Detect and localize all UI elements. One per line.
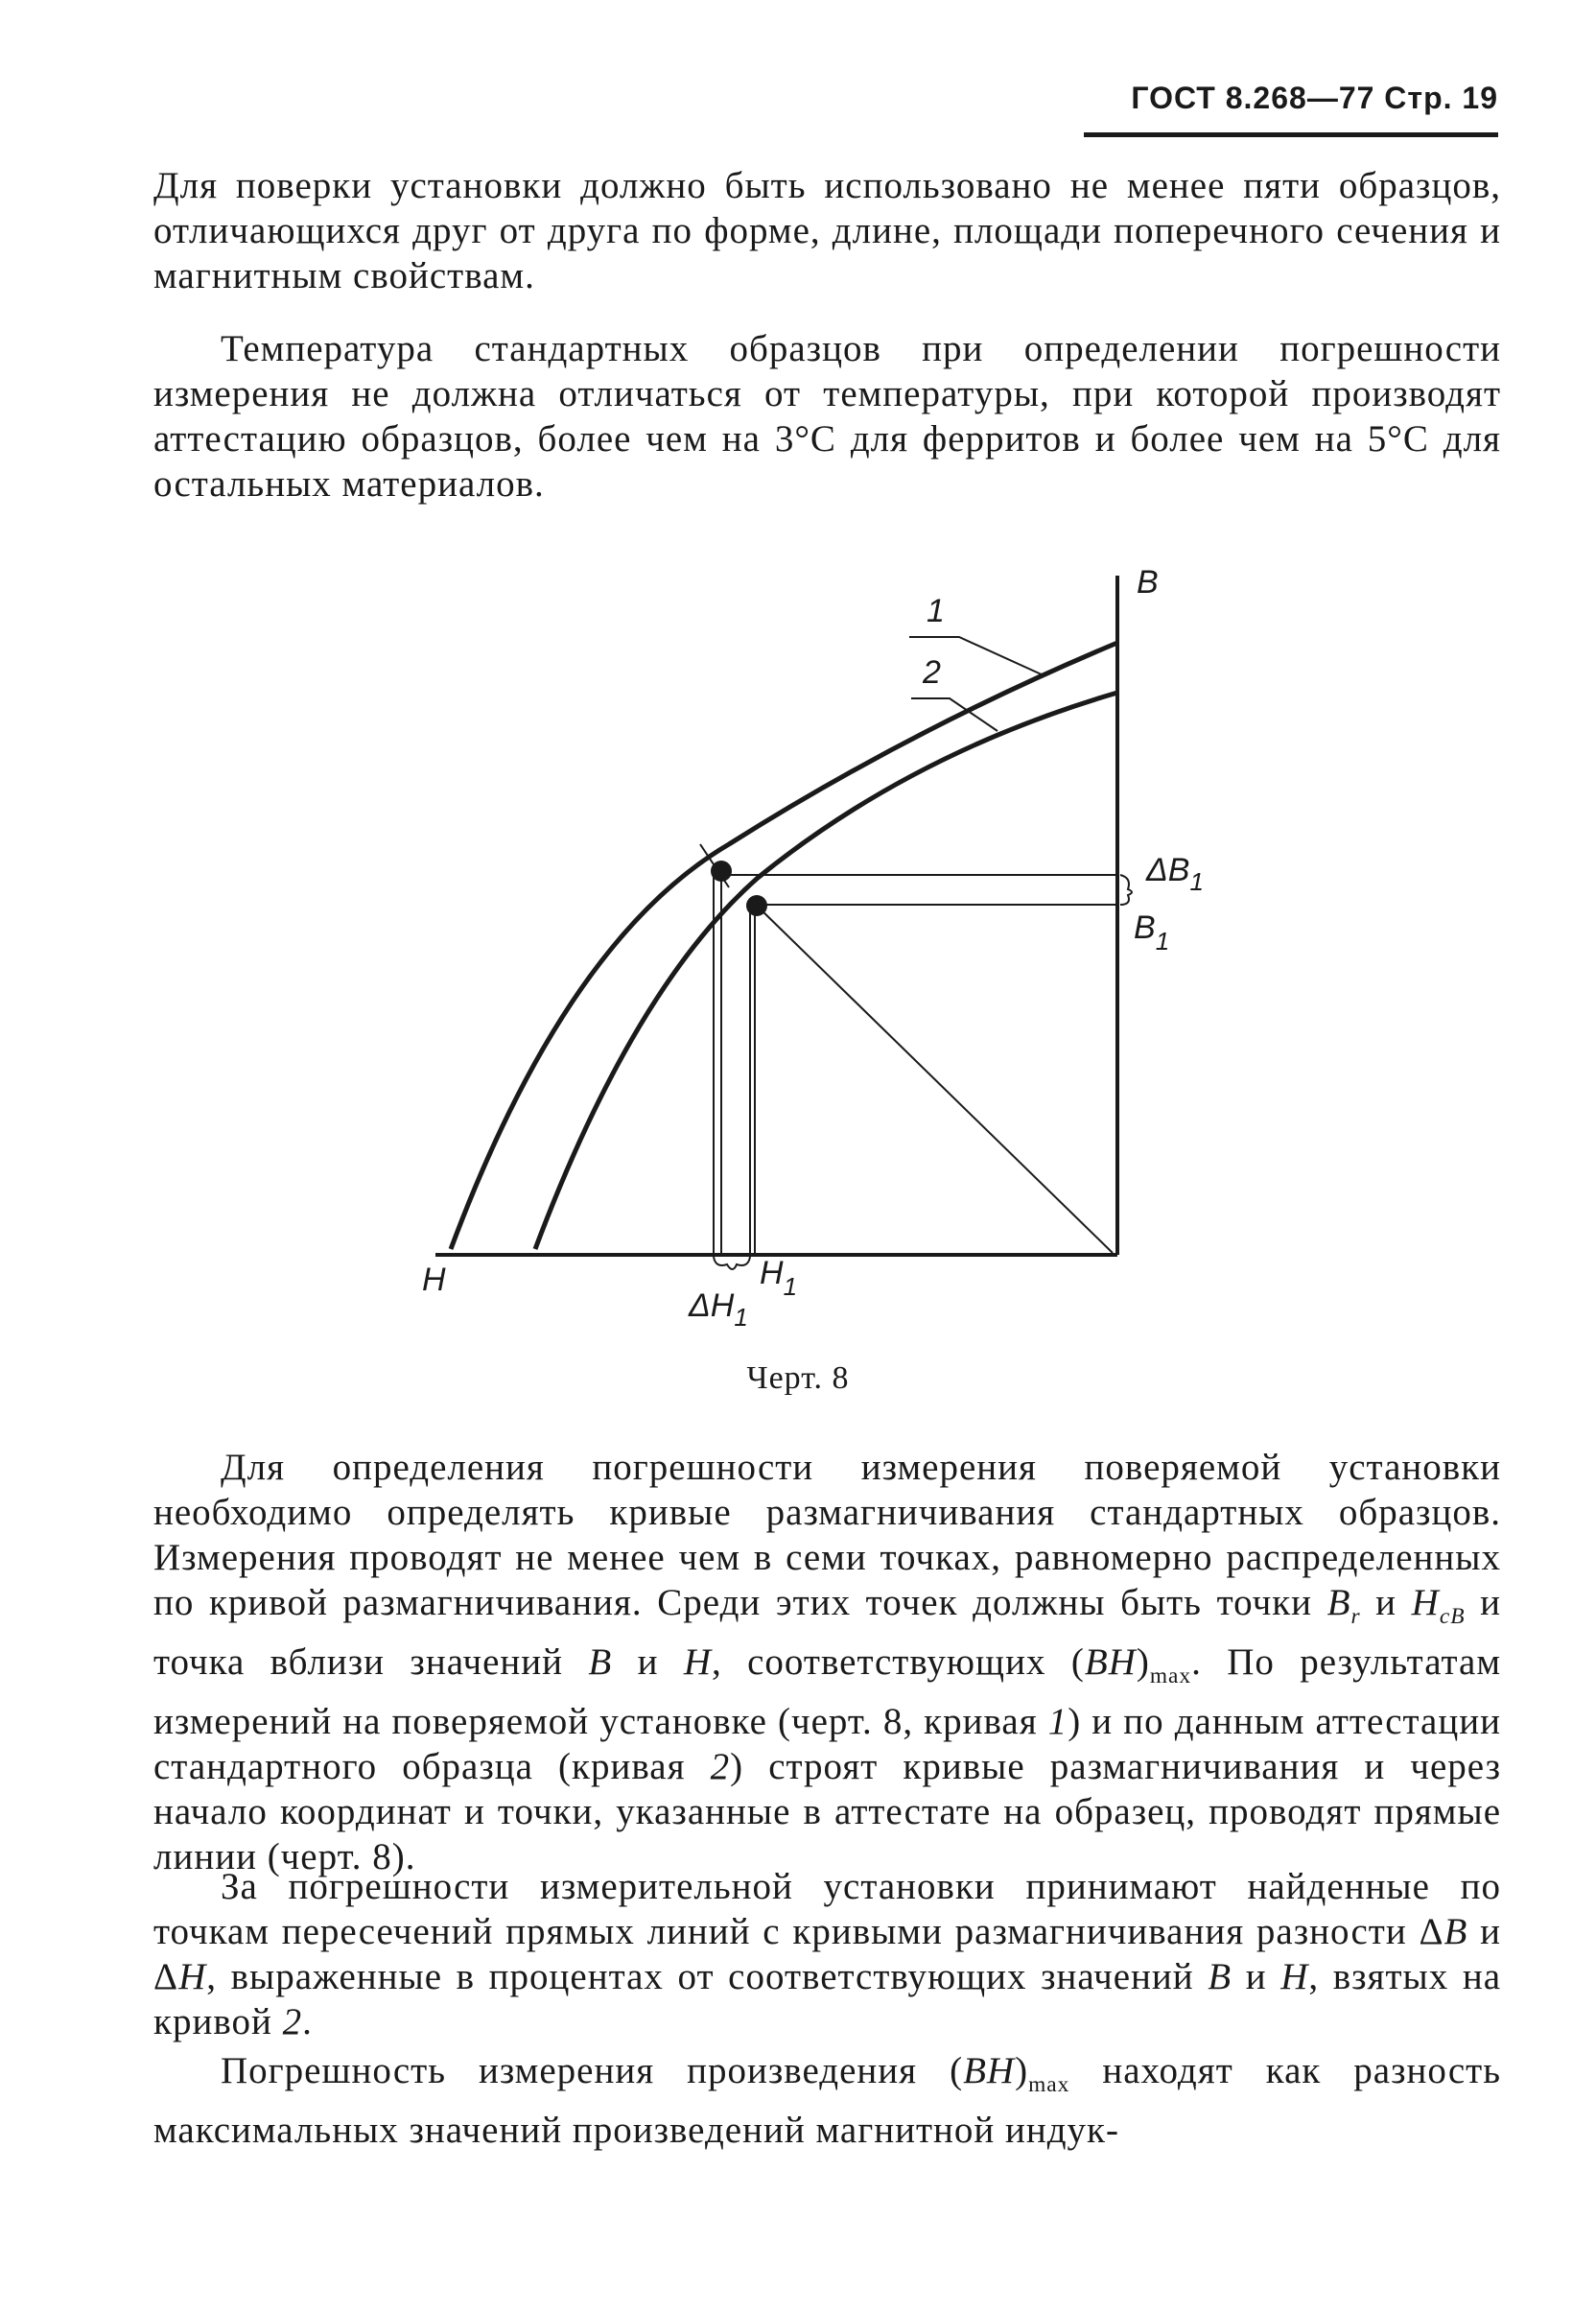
paragraph-3: Для определения погрешности измерения поверяемой установки необходимо определять кривые размагничивания стандартных образцов. Измерения проводят не менее чем в семи точках, равномерно распределенных по кривой размагничивания. Среди этих точек должны быть точки $B_r$ и $H_{cB}$ и точка вблизи значений B и H, соответствующих $(BH)_{max}$. По результатам измерений на поверяемой установке (черт. 8, кривая 1) и по данным аттестации стандартного образца (кривая 2) строят кривые размагничивания и через начало координат и точки, указанные в аттестате на образец, проводят прямые линии (черт. 8). bbox=[153, 1447, 1502, 1877]
point-curve-2 bbox=[746, 895, 767, 916]
brace-delta-h1 bbox=[714, 1257, 750, 1269]
label-delta-h1: $\Delta H_1$ bbox=[689, 1287, 748, 1332]
paragraph-1: Для поверки установки должно быть использовано не менее пяти образцов, отличающихся друг от друга по форме, длине, площади поперечного сечения и магнитным свойствам. bbox=[153, 165, 1501, 296]
curve-1 bbox=[451, 643, 1117, 1249]
point-curve-1 bbox=[711, 861, 732, 882]
figure-demagnetization-curves bbox=[364, 547, 1285, 1334]
label-axis-h: H bbox=[422, 1262, 446, 1298]
paragraph-2: Температура стандартных образцов при определении погрешности измерения не должна отличаться от температуры, при которой производят аттестацию образцов, более чем на 3°С для ферритов и более чем на 5°С для остальных материалов. bbox=[153, 328, 1501, 505]
curve-2 bbox=[535, 693, 1117, 1249]
label-b1: $B_1$ bbox=[1134, 909, 1170, 956]
paragraph-5: Погрешность измерения произведения $(BH)_{max}$ находят как разность максимальных значений произведений магнитной индук- bbox=[153, 2050, 1501, 2151]
paragraph-4: За погрешности измерительной установки принимают найденные по точкам пересечений прямых линий с кривыми размагничивания разности ΔB и ΔH, выраженные в процентах от соответствующих значений B и H, взятых на кривой 2. bbox=[153, 1866, 1502, 2042]
brace-delta-b1 bbox=[1120, 875, 1132, 905]
header-rule bbox=[1084, 132, 1498, 137]
page-header: ГОСТ 8.268—77 Стр. 19 bbox=[1131, 81, 1498, 115]
label-delta-b1: $\Delta B_1$ bbox=[1146, 852, 1204, 896]
diagonal-line bbox=[757, 906, 1113, 1253]
label-curve-2: 2 bbox=[923, 654, 941, 691]
label-curve-1: 1 bbox=[927, 593, 945, 629]
figure-svg bbox=[364, 547, 1285, 1334]
figure-caption: Черт. 8 bbox=[746, 1360, 850, 1396]
label-axis-b: B bbox=[1137, 564, 1159, 601]
label-h1: $H_1$ bbox=[760, 1255, 798, 1301]
